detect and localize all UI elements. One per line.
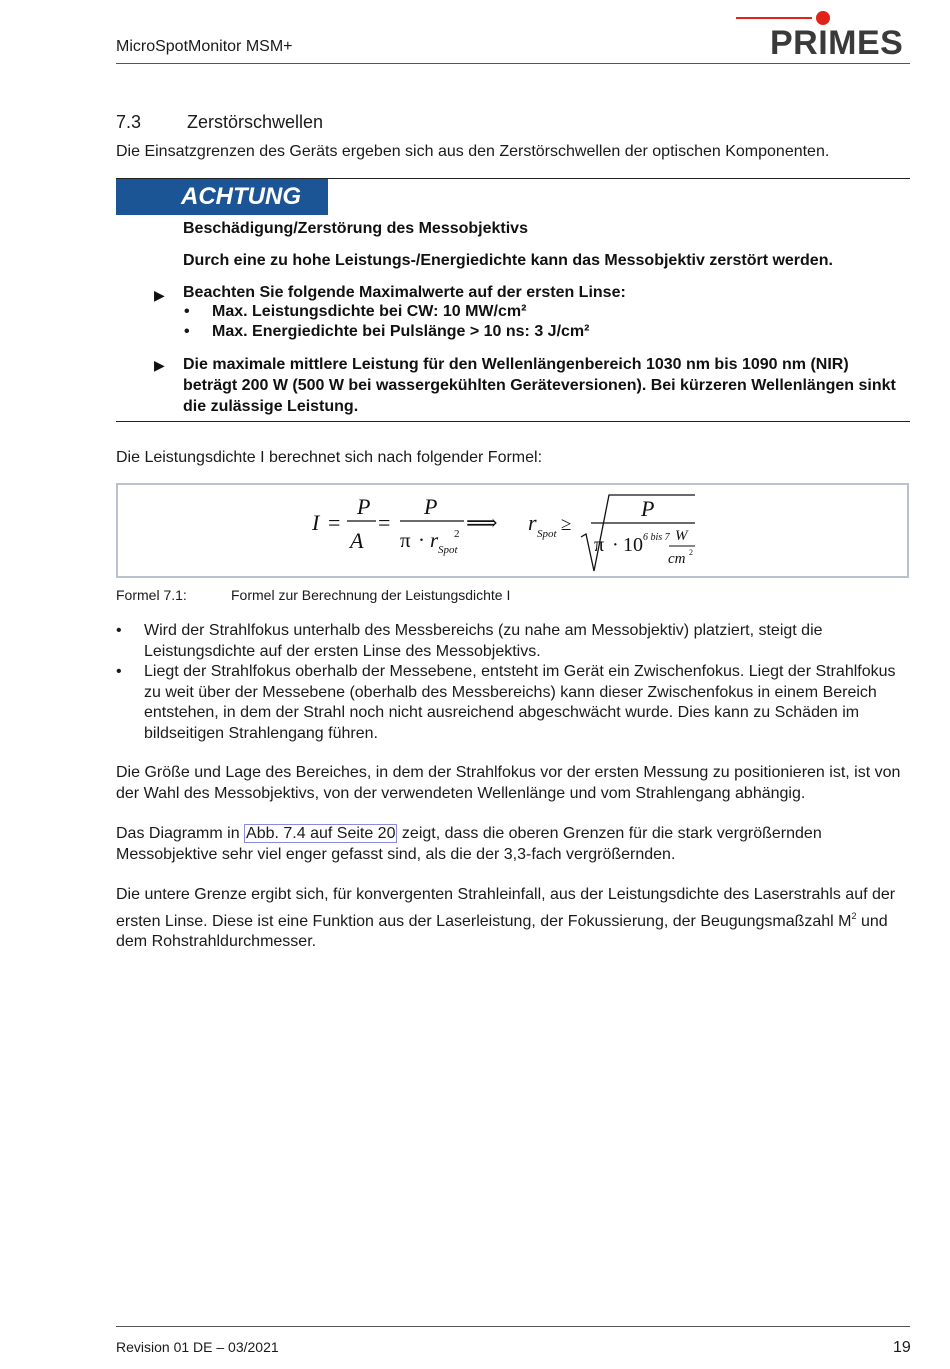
bullet-icon: • (116, 622, 122, 639)
svg-text:cm: cm (668, 551, 686, 567)
svg-text:·: · (612, 534, 619, 556)
bullet-icon: • (184, 323, 190, 340)
svg-text:P: P (357, 494, 371, 519)
list-item-text: Wird der Strahlfokus unterhalb des Messbereichs (zu nahe am Messobjektiv) platziert, steigt die Leistungsdichte auf der ersten Linse des Messobjektivs. (144, 622, 823, 660)
header-divider (116, 63, 910, 64)
superscript: 2 (851, 910, 857, 921)
svg-text:π: π (594, 534, 605, 556)
svg-text:π: π (400, 528, 411, 552)
arrow-right-icon: ▶ (154, 357, 165, 373)
figure-reference-link[interactable]: Abb. 7.4 auf Seite 20 (246, 825, 396, 842)
list-item-text: Liegt der Strahlfokus oberhalb der Messebene, entsteht im Gerät ein Zwischenfokus. Liegt der Strahlfokus zu weit über der Messebene (oberhalb des Messbereichs) kann dieser Zwischenfokus in einem Bereich entstehen, in dem der Strahl noch nicht ausreichend abgeschwächt wurde. Dies kann zu Schäden im bildseitigen Strahlengang führen. (144, 663, 896, 742)
formula-box (116, 483, 909, 578)
svg-text:10: 10 (623, 534, 643, 556)
paragraph-text: zeigt, dass die oberen Grenzen für die stark vergrößernden Messobjektive sehr viel enger gefasst sind, als die der 3,3-fach vergrößernden. (116, 825, 822, 863)
bullet-icon: • (116, 663, 122, 680)
logo-accent-line (736, 17, 812, 19)
paragraph-text: Das Diagramm in (116, 825, 245, 842)
list-item (116, 621, 906, 662)
formula-caption-label: Formel 7.1: (116, 587, 187, 603)
bullet-icon: • (184, 303, 190, 320)
logo-dot-icon (816, 11, 830, 25)
formula-intro: Die Leistungsdichte I berechnet sich nach folgender Formel: (116, 449, 543, 466)
svg-text:6 bis 7: 6 bis 7 (643, 532, 670, 543)
warning-heading: Beschädigung/Zerstörung des Messobjektivs (183, 220, 528, 237)
section-title: Zerstörschwellen (187, 112, 324, 132)
power-density-formula (118, 485, 907, 576)
warning-badge: ACHTUNG (116, 179, 328, 215)
svg-text:P: P (641, 496, 655, 521)
logo-text: PRIMES (770, 24, 904, 62)
warning-instruction-1: Beachten Sie folgende Maximalwerte auf der ersten Linse: (183, 284, 626, 301)
svg-text:W: W (675, 528, 688, 544)
svg-text:·: · (418, 528, 425, 552)
paragraph (116, 885, 906, 953)
svg-text:Spot: Spot (438, 544, 458, 556)
svg-text:=: = (378, 510, 391, 535)
warning-bottom-divider (116, 421, 910, 422)
svg-text:P: P (424, 494, 438, 519)
paragraph-text: Die untere Grenze ergibt sich, für konvergenten Strahleinfall, aus der Leistungsdichte des Laserstrahls auf der ersten Linse. Diese ist eine Funktion aus der Laserleistung, der Fokussierung, der Beugungsmaßzahl M (116, 886, 896, 930)
warning-bullet: Max. Energiedichte bei Pulslänge > 10 ns: 3 J/cm² (212, 323, 590, 340)
arrow-right-icon: ▶ (154, 287, 165, 303)
primes-logo (736, 8, 912, 62)
svg-text:=: = (328, 510, 341, 535)
warning-bullet: Max. Leistungsdichte bei CW: 10 MW/cm² (212, 303, 527, 320)
footer-divider (116, 1326, 910, 1327)
warning-instruction-2: Die maximale mittlere Leistung für den Wellenlängenbereich 1030 nm bis 1090 nm (NIR) beträgt 200 W (500 W bei wassergekühlten Geräteversionen). Bei kürzeren Wellenlängen sinkt die zulässige Leistung. (183, 356, 896, 415)
document-title: MicroSpotMonitor MSM+ (116, 38, 293, 55)
paragraph (116, 824, 906, 865)
svg-text:≥: ≥ (561, 514, 572, 535)
svg-text:A: A (350, 528, 364, 553)
list-item (116, 662, 906, 744)
section-number: 7.3 (116, 112, 142, 132)
svg-text:⟹: ⟹ (466, 510, 498, 535)
paragraph-text: und dem Rohstrahldurchmesser. (116, 912, 888, 950)
bullet-list (116, 621, 906, 744)
svg-text:I: I (312, 510, 320, 535)
paragraph: Die Größe und Lage des Bereiches, in dem der Strahlfokus vor der ersten Messung zu positionieren ist, ist von der Wahl des Messobjektivs, von der verwendeten Wellenlänge und vom Strahlengang abhängig. (116, 764, 901, 802)
svg-text:2: 2 (689, 548, 693, 557)
svg-text:r: r (430, 528, 439, 552)
warning-description: Durch eine zu hohe Leistungs-/Energiedichte kann das Messobjektiv zerstört werden. (183, 252, 833, 269)
svg-text:r: r (528, 510, 537, 535)
svg-text:2: 2 (454, 528, 460, 540)
svg-text:Spot: Spot (537, 528, 557, 540)
page-number: 19 (893, 1339, 911, 1356)
formula-caption-text: Formel zur Berechnung der Leistungsdichte I (231, 587, 511, 603)
section-intro: Die Einsatzgrenzen des Geräts ergeben sich aus den Zerstörschwellen der optischen Komponenten. (116, 143, 830, 160)
footer-revision: Revision 01 DE – 03/2021 (116, 1339, 279, 1355)
